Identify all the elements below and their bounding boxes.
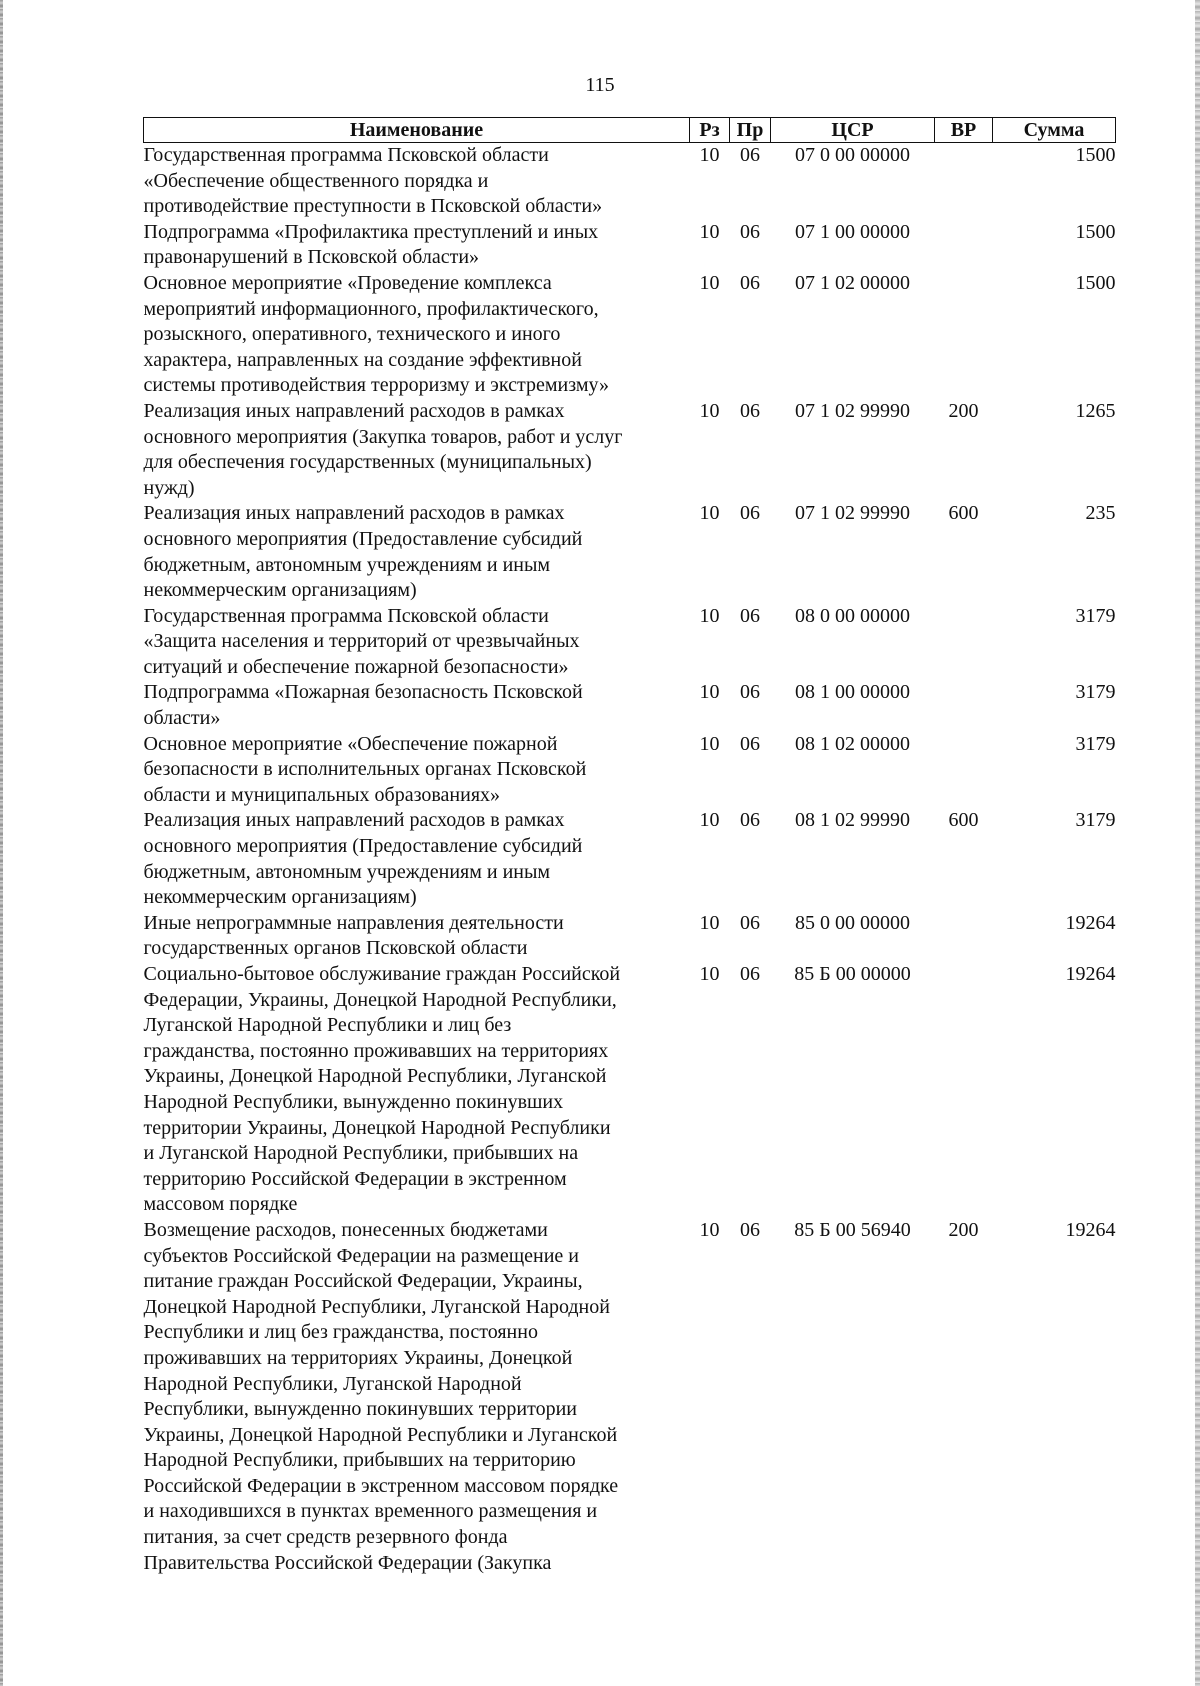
table-row [144,680,1116,731]
cell-rz: 10 [699,502,720,525]
cell-name: Основное мероприятие «Обеспечение пожарной безопасности в исполнительных органах Псковской области и муниципальных образованиях» [143,732,587,806]
cell-rz: 10 [699,732,720,755]
cell-vr [935,604,993,681]
cell-vr [935,962,993,1218]
header-pr: Пр [730,118,771,143]
cell-csr: 07 1 02 00000 [795,271,910,294]
cell-csr: 08 0 00 00000 [795,604,910,627]
cell-vr [935,143,993,220]
cell-rz: 10 [699,1218,720,1241]
cell-pr: 06 [740,681,760,704]
cell-vr: 200 [948,1218,979,1241]
cell-sum: 1500 [1075,144,1116,166]
cell-csr: 08 1 02 99990 [795,809,910,832]
cell-vr [935,271,993,399]
table-row [144,1218,1116,1576]
cell-vr: 200 [948,399,979,422]
cell-pr: 06 [740,144,760,166]
cell-rz: 10 [699,911,720,934]
cell-sum: 3179 [1075,604,1116,627]
cell-vr: 600 [948,502,979,525]
scan-edge-right [1195,0,1200,1686]
cell-vr [935,680,993,731]
table-row [144,271,1116,399]
table-row [144,732,1116,809]
cell-pr: 06 [740,809,760,832]
cell-name: Подпрограмма «Пожарная безопасность Псковской области» [143,681,583,730]
table-header-row [144,118,1116,143]
cell-csr: 07 0 00 00000 [795,144,910,166]
cell-name: Реализация иных направлений расходов в рамках основного мероприятия (Предоставление субсидий бюджетным, автономным учреждениям и иным некоммерческим организациям) [143,502,583,602]
table-row [144,501,1116,603]
cell-name: Иные непрограммные направления деятельности государственных органов Псковской области [143,911,564,960]
cell-csr: 08 1 02 00000 [795,732,910,755]
cell-rz: 10 [699,220,720,243]
cell-name: Подпрограмма «Профилактика преступлений и иных правонарушений в Псковской области» [143,220,599,269]
cell-sum: 19264 [1065,911,1116,934]
cell-vr [935,911,993,962]
header-vr: ВР [935,118,993,143]
cell-rz: 10 [699,604,720,627]
header-rz: Рз [690,118,730,143]
cell-rz: 10 [699,271,720,294]
table-row [144,604,1116,681]
cell-vr [935,220,993,271]
cell-sum: 1265 [1075,399,1116,422]
cell-sum: 19264 [1065,1218,1116,1241]
cell-pr: 06 [740,604,760,627]
cell-name: Реализация иных направлений расходов в рамках основного мероприятия (Предоставление субсидий бюджетным, автономным учреждениям и иным некоммерческим организациям) [143,809,583,909]
cell-pr: 06 [740,732,760,755]
cell-csr: 08 1 00 00000 [795,681,910,704]
table-row [144,143,1116,220]
cell-sum: 1500 [1075,271,1116,294]
cell-rz: 10 [699,399,720,422]
table-row [144,962,1116,1218]
cell-sum: 235 [1085,502,1116,525]
cell-sum: 3179 [1075,732,1116,755]
cell-rz: 10 [699,963,720,985]
cell-name: Реализация иных направлений расходов в рамках основного мероприятия (Закупка товаров, работ и услуг для обеспечения государственных (муниципальных) нужд) [143,399,623,499]
cell-pr: 06 [740,502,760,525]
table-row [144,220,1116,271]
cell-vr: 600 [948,809,979,832]
cell-sum: 3179 [1075,809,1116,832]
cell-pr: 06 [740,220,760,243]
cell-sum: 3179 [1075,681,1116,704]
table-row [144,911,1116,962]
cell-csr: 07 1 00 00000 [795,220,910,243]
cell-csr: 85 Б 00 00000 [794,963,911,985]
cell-rz: 10 [699,809,720,832]
cell-pr: 06 [740,963,760,985]
cell-vr [935,732,993,809]
cell-csr: 85 Б 00 56940 [794,1218,911,1241]
cell-name: Государственная программа Псковской области «Обеспечение общественного порядка и противодействие преступности в Псковской области» [143,144,603,218]
cell-name: Государственная программа Псковской области «Защита населения и территорий от чрезвычайных ситуаций и обеспечение пожарной безопасности» [143,604,580,678]
cell-csr: 07 1 02 99990 [795,502,910,525]
cell-name: Основное мероприятие «Проведение комплекса мероприятий информационного, профилактического, розыскного, оперативного, технического и иного характера, направленных на создание эффективной системы противодействия терроризму и экстремизму» [143,271,609,397]
cell-name: Возмещение расходов, понесенных бюджетами субъектов Российской Федерации на размещение и питание граждан Российской Федерации, Украины, Донецкой Народной Республики, Луганской Народной Республики и лиц без гражданства, постоянно проживавших на территориях Украины, Донецкой Народной Республики, Луганской Народной Республики, вынужденно покинувших территории Украины, Донецкой Народной Республики и Луганской Народной Республики, прибывших на территорию Российской Федерации в экстренном массовом порядке и находившихся в пунктах временного размещения и питания, за счет средств резервного фонда Правительства Российской Федерации (Закупка [143,1218,619,1574]
header-sum: Сумма [993,118,1116,143]
cell-pr: 06 [740,911,760,934]
cell-sum: 19264 [1065,963,1116,985]
cell-sum: 1500 [1075,220,1116,243]
header-csr: ЦСР [771,118,935,143]
cell-rz: 10 [699,681,720,704]
cell-csr: 85 0 00 00000 [795,911,910,934]
cell-rz: 10 [699,144,720,166]
table-row [144,808,1116,910]
budget-table [143,117,1116,1576]
cell-pr: 06 [740,1218,760,1241]
page-number: 115 [585,74,615,96]
cell-csr: 07 1 02 99990 [795,399,910,422]
cell-name: Социально-бытовое обслуживание граждан Российской Федерации, Украины, Донецкой Народной Республики, Луганской Народной Республики и лиц без гражданства, постоянно проживавших на территориях Украины, Донецкой Народной Республики, Луганской Народной Республики, вынужденно покинувших территории Украины, Донецкой Народной Республики и Луганской Народной Республики, прибывших на территорию Российской Федерации в экстренном массовом порядке [143,963,621,1216]
scan-edge-left [0,0,3,1686]
table-row [144,399,1116,501]
cell-pr: 06 [740,399,760,422]
header-name: Наименование [144,118,690,143]
cell-pr: 06 [740,271,760,294]
